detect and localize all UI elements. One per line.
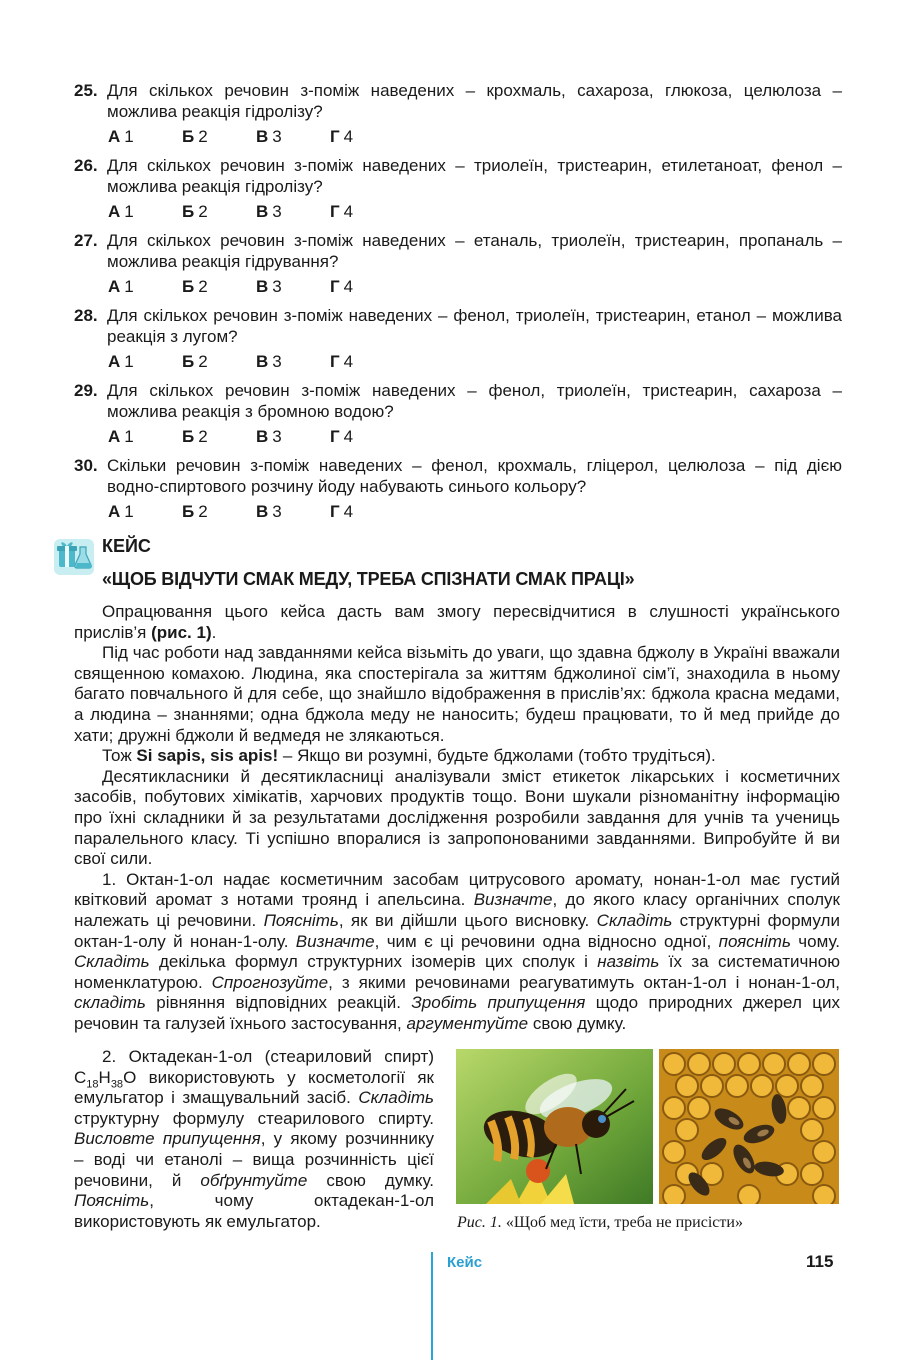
paragraph-intro [74,602,840,643]
answer-value: 3 [272,427,282,446]
answer-letter: Б [182,352,195,371]
subscript-18: 18 [86,1077,99,1090]
task-verb: Визначте [295,931,375,951]
question-number: 26. [74,156,98,175]
task-verb: Поясніть [74,1191,150,1211]
answer-value: 3 [272,202,282,221]
answer-value: 1 [124,502,134,521]
case-title: «ЩОБ ВІДЧУТИ СМАК МЕДУ, ТРЕБА СПІЗНАТИ СМАК ПРАЦІ» [102,569,635,589]
answer-value: 1 [124,202,134,221]
answer-value: 4 [343,202,354,221]
subscript-38: 38 [110,1077,124,1090]
question-item [74,305,842,374]
case-icon [53,537,95,577]
answer-letter: А [108,427,121,446]
case-label: КЕЙС [102,536,151,556]
answer-option [182,500,256,524]
answer-value: 3 [272,502,282,521]
answer-option [108,125,182,149]
task-text: , як ви дійшли цього висновку. [338,910,597,930]
task-verb: Зробіть припущення [411,993,586,1013]
task-text: 1. Октан-1-ол надає косметичним засобам цитрусового аромату, нонан-1-ол має густий квітковий аромат з нотами троянд і апельсина. [74,869,840,910]
task-verb: Спрогнозуйте [211,972,329,992]
answer-option [330,275,404,299]
paragraph-latin [74,746,840,767]
task-2-column [74,1047,434,1232]
task-verb: Визначте [473,890,553,910]
figure-reference: (рис. 1) [151,622,212,642]
answer-value: 1 [124,427,134,446]
answer-value: 4 [343,127,354,146]
answer-option [182,350,256,374]
answer-option [256,125,330,149]
answer-options [108,425,842,449]
task-text: декілька формул структурних ізомерів цих сполук і [149,952,598,972]
question-text: Для скількох речовин з-поміж наведених – триолеїн, тристеарин, етилетаноат, фенол – можлива реакція гідролізу? [107,156,842,196]
answer-value: 1 [124,127,134,146]
task-text: , у якому розчиннику – воді чи етанолі – вища розчинність цієї речовини, й [74,1129,434,1190]
paragraph-bees: Під час роботи над завданнями кейса візьміть до уваги, що здавна бджолу в Україні вважали священною комахою. Людина, яка спостерігала за життям бджолиної сім’ї, знаходила в ньому багато повчального й для себе, що знайшло відображення в прислів’ях: бджола красна медами, а людина – знаннями; одна бджола меду не наносить; будеш працювати, то й мед прийде до хати; дружні бджоли й ведмедя не злякаються. [74,643,840,745]
answer-letter: Б [182,427,195,446]
task-verb: Складіть [596,910,673,930]
intro-end: . [211,622,217,642]
answer-options [108,125,842,149]
answer-option [108,425,182,449]
question-row [74,380,842,422]
question-row [74,305,842,347]
answer-option [256,200,330,224]
question-row [74,230,842,272]
task-verb: Складіть [74,952,150,972]
answer-option [108,275,182,299]
task-2 [74,1047,434,1232]
answer-letter: Г [330,277,340,296]
task-verb: Складіть [358,1088,434,1108]
task-text: структурні формули октан-1-олу й нонан-1-олу. [74,910,840,951]
answer-option [108,200,182,224]
question-row [74,80,842,122]
task-text: свою думку. [307,1170,434,1190]
answer-option [108,350,182,374]
question-item [74,230,842,299]
task-text: , чим є ці речовини одна відносно одної, [374,931,719,951]
answer-letter: А [108,202,121,221]
answer-option [182,425,256,449]
question-number: 30. [74,456,98,475]
case-body [74,602,840,1034]
task-text: , з якими речовинами реагуватимуть октан-1-ол і нонан-1-ол, [328,972,840,992]
answer-option [256,425,330,449]
answer-value: 4 [343,502,354,521]
question-text: Для скількох речовин з-поміж наведених – фенол, триолеїн, тристеарин, сахароза – можлива реакція з бромною водою? [107,381,842,421]
latin-phrase: Si sapis, sis apis! [136,746,279,766]
question-text: Для скількох речовин з-поміж наведених – крохмаль, сахароза, глюкоза, целюлоза – можлива реакція гідролізу? [107,81,842,121]
question-number: 27. [74,231,98,250]
question-text: Для скількох речовин з-поміж наведених – етаналь, триолеїн, тристеарин, пропаналь – можлива реакція гідрування? [107,231,842,271]
question-item [74,455,842,524]
latin-lead: Тож [102,746,137,766]
answer-letter: А [108,127,121,146]
answer-options [108,200,842,224]
answer-option [182,125,256,149]
footer-divider [431,1252,433,1360]
answer-value: 1 [124,277,134,296]
answer-option [330,200,404,224]
question-text: Для скількох речовин з-поміж наведених – фенол, триолеїн, тристеарин, етанол – можлива реакція з лугом? [107,306,842,346]
question-list [74,80,842,530]
answer-option [182,200,256,224]
answer-option [330,350,404,374]
answer-letter: Г [330,502,340,521]
task-verb: Висловте припущення [74,1129,261,1149]
answer-value: 2 [198,352,208,371]
question-row [74,155,842,197]
answer-letter: Б [182,127,195,146]
answer-letter: Б [182,502,195,521]
task-text: , до якого класу органічних сполук належать ці речовини. [74,890,840,930]
task-text: структурну формулу стеарилового спирту. [74,1108,434,1128]
answer-value: 3 [272,277,282,296]
task-verb: назвіть [597,952,660,972]
answer-options [108,350,842,374]
answer-option [330,125,404,149]
task-1 [74,870,840,1035]
answer-letter: В [256,502,269,521]
task-text: щодо природних джерел цих речовин та галузей їхнього застосування, [74,993,841,1033]
answer-value: 4 [343,352,354,371]
task-verb: Поясніть [263,910,339,930]
question-number: 29. [74,381,98,400]
intro-text: Опрацювання цього кейса дасть вам змогу пересвідчитися в слушності українського прислів’я [74,602,840,642]
task-text: свою думку. [528,1013,627,1033]
page-number: 115 [806,1252,834,1271]
question-number: 25. [74,81,98,100]
task-text: , чому октадекан-1-ол використовують як емульгатор. [74,1191,434,1231]
bee-photo [456,1049,653,1204]
answer-option [256,500,330,524]
answer-letter: В [256,277,269,296]
answer-value: 4 [343,427,354,446]
answer-letter: Б [182,277,195,296]
task-verb: аргументуйте [406,1013,529,1033]
answer-letter: В [256,427,269,446]
task-text: чому. [790,931,840,951]
answer-value: 2 [198,127,208,146]
task-verb: складіть [74,993,146,1013]
answer-option [330,500,404,524]
question-item [74,155,842,224]
paragraph-students: Десятикласники й десятикласниці аналізували зміст етикеток лікарських і косметичних засобів, побутових хімікатів, харчових продуктів тощо. Вони шукали різноманітну інформацію про їхні складники й за результатами дослідження розробили завдання для учнів та учениць паралельного класу. Ті успішно впоралися із запропонованими завданнями. Випробуйте й ви свої сили. [74,766,840,869]
task-2-lead: 2. Октадекан-1-ол (стеариловий спирт) C [74,1047,434,1087]
answer-value: 1 [124,352,134,371]
answer-letter: В [256,127,269,146]
footer-section-label: Кейс [447,1254,483,1271]
answer-value: 3 [272,352,282,371]
question-row [74,455,842,497]
answer-letter: А [108,277,121,296]
answer-letter: В [256,352,269,371]
answer-letter: Г [330,127,340,146]
answer-value: 2 [198,277,208,296]
answer-value: 4 [343,277,354,296]
answer-option [256,350,330,374]
answer-option [182,275,256,299]
answer-value: 2 [198,427,208,446]
answer-options [108,275,842,299]
honeycomb-photo [659,1049,839,1204]
formula-h: H [98,1067,111,1087]
answer-value: 2 [198,202,208,221]
caption-prefix: Рис. 1. [457,1214,502,1231]
task-text: O використовують у косметології як емульгатор і змащувальний засіб. [74,1067,434,1108]
answer-letter: А [108,352,121,371]
answer-option [330,425,404,449]
latin-translation: – Якщо ви розумні, будьте бджолами (тобто трудіться). [278,746,716,766]
question-item [74,380,842,449]
figure-caption [457,1214,743,1232]
answer-options [108,500,842,524]
task-verb: обґрунтуйте [200,1170,308,1190]
question-number: 28. [74,306,98,325]
answer-letter: В [256,202,269,221]
task-verb: поясніть [718,931,791,951]
answer-value: 3 [272,127,282,146]
answer-value: 2 [198,502,208,521]
task-text: їх за систематичною номенклатурою. [74,952,840,992]
answer-option [108,500,182,524]
answer-letter: Г [330,427,340,446]
question-text: Скільки речовин з-поміж наведених – фенол, крохмаль, гліцерол, целюлоза – під дією водно-спиртового розчину йоду набувають синього кольору? [107,456,842,496]
answer-letter: А [108,502,121,521]
task-text: рівняння відповідних реакцій. [145,993,412,1013]
answer-letter: Г [330,352,340,371]
question-item [74,80,842,149]
answer-letter: Б [182,202,195,221]
caption-text: «Щоб мед їсти, треба не присісти» [501,1214,743,1231]
answer-letter: Г [330,202,340,221]
answer-option [256,275,330,299]
